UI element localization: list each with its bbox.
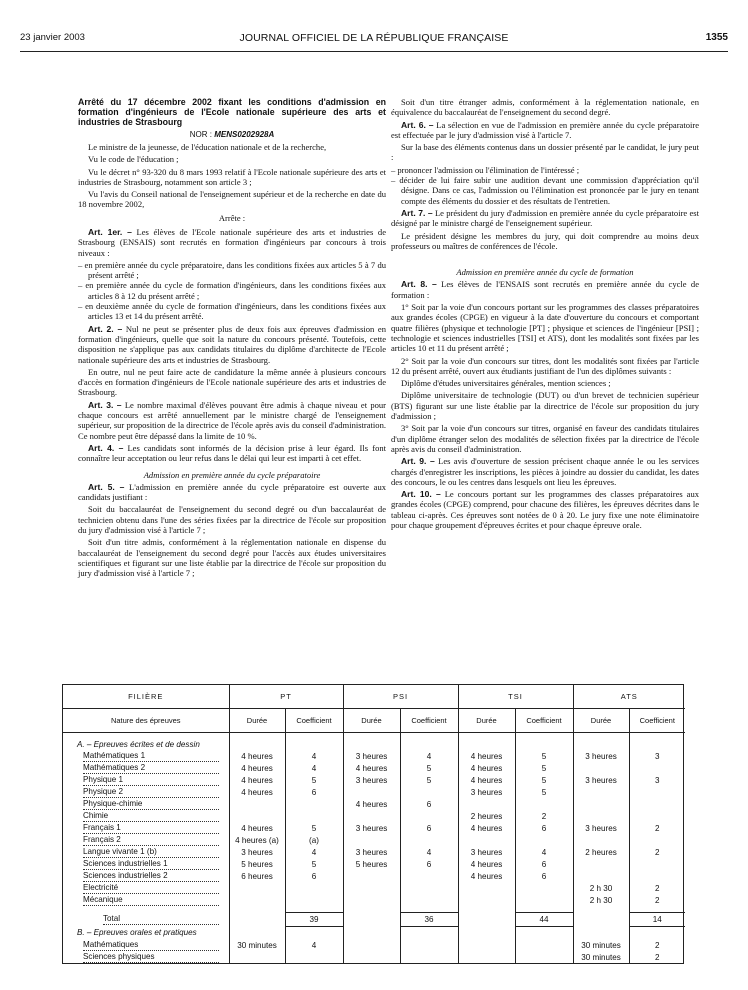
duree-cell: 4 heures: [229, 786, 285, 798]
article-label: Art. 5. –: [88, 481, 125, 492]
header-psi: PSI: [343, 685, 458, 708]
list-item: – en deuxième année du cycle de formation d'ingénieurs, dans les conditions fixées aux articles 13 et 14 du présent arrêté.: [78, 301, 386, 322]
total-spacer: [458, 912, 515, 926]
article-label: Art. 10. –: [401, 489, 441, 500]
row-label: [63, 822, 229, 834]
coef-cell: 4: [515, 846, 573, 858]
coef-cell: [515, 882, 573, 894]
duree-cell: [229, 810, 285, 822]
duree-cell: 4 heures: [343, 798, 400, 810]
table-row: [63, 786, 685, 798]
article-8: [391, 279, 699, 300]
row-label-text: Sciences physiques: [83, 951, 219, 963]
page-header: [20, 32, 728, 48]
duree-cell: 4 heures: [458, 750, 515, 762]
duree-cell: 4 heures: [343, 762, 400, 774]
duree-cell: [458, 939, 515, 951]
article-label: Art. 6. –: [401, 119, 434, 130]
paragraph: Soit du baccalauréat de l'enseignement du second degré ou d'un baccalauréat de technicien obtenu dans l'une des séries fixées par la directrice de l'école sur proposition du jury d'admission visé à l'article 7 ;: [78, 504, 386, 535]
article-text: Le nombre maximal d'élèves pouvant être admis à chaque niveau et pour chaque concours est arrêté annuellement par le ministre chargé de l'enseignement supérieur, sur proposition de la directrice de l'école après avis du conseil d'administration. Ce nombre peut être dépassé dans la limite de 10 %.: [78, 399, 386, 441]
paragraph: Le ministre de la jeunesse, de l'éducation nationale et de la recherche,: [88, 141, 327, 152]
duree-cell: 30 minutes: [573, 939, 629, 951]
table-row: [63, 870, 685, 882]
article-label: Art. 9. –: [401, 456, 435, 467]
coef-cell: 6: [285, 786, 343, 798]
duree-cell: [229, 882, 285, 894]
duree-cell: 2 h 30: [573, 882, 629, 894]
coef-cell: 4: [285, 939, 343, 951]
coef-cell: [400, 810, 458, 822]
header-duree: Durée: [573, 708, 629, 732]
row-label-text: Français 2: [83, 834, 219, 846]
coef-cell: [400, 894, 458, 906]
duree-cell: [343, 939, 400, 951]
coef-cell: 5: [515, 774, 573, 786]
header-coef: Coefficient: [629, 708, 685, 732]
duree-cell: [343, 786, 400, 798]
duree-cell: 3 heures: [573, 750, 629, 762]
coef-cell: 3: [629, 774, 685, 786]
coef-cell: 5: [285, 822, 343, 834]
row-label: [63, 762, 229, 774]
duree-cell: 4 heures: [229, 750, 285, 762]
row-label-text: Physique 1: [83, 774, 219, 786]
row-label-text: Sciences industrielles 1: [83, 858, 219, 870]
right-column: [391, 97, 699, 532]
duree-cell: 30 minutes: [229, 939, 285, 951]
duree-cell: [229, 798, 285, 810]
coef-cell: [285, 882, 343, 894]
article-label: Art. 2. –: [88, 323, 123, 334]
table-row: [63, 834, 685, 846]
table-header-row: [63, 685, 685, 708]
article-2: [78, 324, 386, 365]
arrete-heading: Arrête :: [218, 212, 246, 223]
duree-cell: 2 h 30: [573, 894, 629, 906]
duree-cell: [458, 798, 515, 810]
table-row: [63, 858, 685, 870]
row-label: [63, 810, 229, 822]
duree-cell: 4 heures: [458, 774, 515, 786]
table-row: [63, 798, 685, 810]
duree-cell: 2 heures: [458, 810, 515, 822]
article-text: Nul ne peut se présenter plus de deux fois aux épreuves d'admission en formation d'ingénieurs, quelle que soit la nature du concours présenté. Toutefois, cette disposition ne s'applique pas aux candidats titulaires du diplôme d'architecte de l'Ecole nationale supérieure des arts et industries de Strasbourg.: [78, 323, 386, 365]
header-coef: Coefficient: [285, 708, 343, 732]
section-heading: Admission en première année du cycle de formation: [456, 267, 634, 278]
coef-cell: 3: [629, 750, 685, 762]
row-label: [63, 939, 229, 951]
duree-cell: [573, 786, 629, 798]
header-duree: Durée: [343, 708, 400, 732]
group-b-row: [63, 926, 685, 939]
duree-cell: 4 heures (a): [229, 834, 285, 846]
coef-cell: 2: [515, 810, 573, 822]
coef-cell: 2: [629, 939, 685, 951]
duree-cell: 4 heures: [458, 762, 515, 774]
row-label-text: Electricité: [83, 882, 219, 894]
article-1: [78, 227, 386, 258]
coef-cell: [515, 951, 573, 963]
table-row: [63, 762, 685, 774]
row-label: [63, 858, 229, 870]
row-label-text: Chimie: [83, 810, 219, 822]
duree-cell: [573, 762, 629, 774]
coef-cell: [400, 786, 458, 798]
duree-cell: 3 heures: [343, 822, 400, 834]
header-duree: Durée: [458, 708, 515, 732]
article-text: Le concours portant sur les programmes des classes préparatoires aux grandes écoles (CPGE) comprend, pour chacune des filières, les épreuves décrites dans le tableau ci-après. Ces épreuves sont notées de 0 à 20. Le jury fixe une note éliminatoire pour chaque groupement d'épreuves écrites et pour chaque épreuve orale.: [391, 489, 700, 530]
article-7: [391, 208, 699, 229]
article-text: Les élèves de l'ENSAIS sont recrutés en première année du cycle de formation :: [391, 279, 699, 300]
duree-cell: [229, 894, 285, 906]
coef-cell: 5: [515, 786, 573, 798]
row-label: [63, 846, 229, 858]
paragraph: Vu le code de l'éducation ;: [88, 154, 179, 165]
row-label: [63, 882, 229, 894]
total-label-cell: [63, 912, 229, 926]
duree-cell: 4 heures: [458, 822, 515, 834]
row-label-text: Mathématiques 1: [83, 750, 219, 762]
duree-cell: [343, 951, 400, 963]
duree-cell: 4 heures: [229, 822, 285, 834]
duree-cell: [458, 951, 515, 963]
table-row: [63, 951, 685, 963]
article-6-list: [391, 165, 699, 206]
coef-cell: [400, 951, 458, 963]
header-coef: Coefficient: [515, 708, 573, 732]
coef-cell: [629, 870, 685, 882]
list-item: – en première année du cycle de formation d'ingénieurs, dans les conditions fixées aux articles 8 à 12 du présent arrêté ;: [78, 280, 386, 301]
row-label: [63, 774, 229, 786]
paragraph: Le président désigne les membres du jury, qui doit comprendre au moins deux professeurs ou maîtres de conférences de l'école.: [391, 230, 699, 251]
row-label-text: Physique-chimie: [83, 798, 219, 810]
article-5: [78, 482, 386, 503]
duree-cell: [458, 834, 515, 846]
table-row: [63, 939, 685, 951]
coef-cell: [285, 810, 343, 822]
duree-cell: 4 heures: [458, 858, 515, 870]
duree-cell: [573, 798, 629, 810]
article-text: L'admission en première année du cycle préparatoire est ouverte aux candidats justifiant :: [78, 481, 387, 503]
article-3: [78, 400, 386, 441]
duree-cell: 3 heures: [343, 846, 400, 858]
coef-cell: [400, 882, 458, 894]
article-text: Le président du jury d'admission en première année du cycle préparatoire est désigné par le ministre chargé de l'enseignement supérieur.: [391, 207, 699, 229]
duree-cell: 4 heures: [229, 762, 285, 774]
coef-cell: 2: [629, 951, 685, 963]
coef-cell: 6: [400, 858, 458, 870]
row-label: [63, 798, 229, 810]
duree-cell: 5 heures: [343, 858, 400, 870]
duree-cell: [343, 882, 400, 894]
coef-cell: 2: [629, 882, 685, 894]
article-4: [78, 443, 386, 464]
coef-cell: [285, 951, 343, 963]
paragraph: Vu l'avis du Conseil national de l'enseignement supérieur et de la recherche en date du 18 novembre 2002,: [78, 189, 386, 210]
coef-cell: 2: [629, 894, 685, 906]
coef-cell: [629, 762, 685, 774]
total-value: 44: [515, 912, 573, 926]
duree-cell: [573, 858, 629, 870]
table-row: [63, 894, 685, 906]
coef-cell: [515, 798, 573, 810]
duree-cell: 3 heures: [573, 774, 629, 786]
row-label-text: Sciences industrielles 2: [83, 870, 219, 882]
duree-cell: [573, 870, 629, 882]
coef-cell: [515, 939, 573, 951]
duree-cell: 6 heures: [229, 870, 285, 882]
row-label: [63, 894, 229, 906]
exam-table: [62, 684, 684, 964]
coef-cell: 5: [400, 762, 458, 774]
duree-cell: 2 heures: [573, 846, 629, 858]
coef-cell: 4: [400, 750, 458, 762]
header-journal-title: JOURNAL OFFICIEL DE LA RÉPUBLIQUE FRANÇAISE: [239, 32, 509, 44]
coef-cell: 2: [629, 846, 685, 858]
duree-cell: 4 heures: [458, 870, 515, 882]
duree-cell: 3 heures: [229, 846, 285, 858]
duree-cell: [458, 882, 515, 894]
decree-title: Arrêté du 17 décembre 2002 fixant les conditions d'admission en formation d'ingénieurs de l'Ecole nationale supérieure des arts et industries de Strasbourg: [78, 97, 386, 128]
nor-code: MENS0202928A: [214, 129, 275, 139]
total-row: [63, 912, 685, 926]
duree-cell: 3 heures: [458, 846, 515, 858]
table-subheader-row: [63, 708, 685, 732]
duree-cell: [573, 810, 629, 822]
coef-cell: [629, 858, 685, 870]
paragraph: En outre, nul ne peut faire acte de candidature la même année à plusieurs concours d'accès en formation d'ingénieurs de l'Ecole nationale supérieure des arts et industries de Strasbourg.: [78, 366, 386, 398]
article-1-list: [78, 260, 386, 322]
header-rule: [20, 51, 728, 52]
group-b-label: B. – Epreuves orales et pratiques: [77, 928, 197, 937]
article-9: [391, 456, 699, 487]
article-label: Art. 1er. –: [88, 226, 132, 237]
total-spacer: [343, 912, 400, 926]
paragraph: 1° Soit par la voie d'un concours portant sur les programmes des classes préparatoires aux grandes écoles (CPGE) en vigueur à la date d'ouverture du concours et comportant quatre filières (physique et technologie [PT] ; physique et sciences de l'ingénieur [PSI] ; technologie et sciences industrielles [TSI] et ATS), dont les modalités sont fixées par les articles 10 et 11 du présent arrêté ;: [391, 302, 699, 354]
table-row: [63, 822, 685, 834]
coef-cell: 4: [285, 762, 343, 774]
table-row: [63, 750, 685, 762]
coef-cell: [285, 798, 343, 810]
row-label-text: Mécanique: [83, 894, 219, 906]
row-label: [63, 870, 229, 882]
duree-cell: [343, 870, 400, 882]
paragraph: 3° Soit par la voie d'un concours sur titres, organisé en faveur des candidats titulaires d'un diplôme étranger selon des modalités de sélection fixées par la directrice de l'école après avis du conseil d'administration.: [391, 423, 699, 454]
header-filiere: FILIÈRE: [63, 685, 229, 708]
header-duree: Durée: [229, 708, 285, 732]
row-label: [63, 834, 229, 846]
coef-cell: (a): [285, 834, 343, 846]
group-a-label: A. – Epreuves écrites et de dessin: [77, 739, 200, 749]
paragraph: 2° Soit par la voie d'un concours sur titres, dont les modalités sont fixées par l'article 12 du présent arrêté, ouvert aux étudiants justifiant de l'un des diplômes suivants :: [391, 355, 699, 376]
total-value: 14: [629, 912, 685, 926]
table-row: [63, 846, 685, 858]
row-label-text: Français 1: [83, 822, 219, 834]
coef-cell: 4: [285, 846, 343, 858]
row-label: [63, 786, 229, 798]
total-label: Total: [103, 913, 219, 925]
table-row: [63, 810, 685, 822]
list-item: – prononcer l'admission ou l'élimination de l'intéressé ;: [391, 164, 580, 175]
table-row: [63, 774, 685, 786]
coef-cell: 5: [285, 774, 343, 786]
duree-cell: [458, 894, 515, 906]
coef-cell: [629, 834, 685, 846]
paragraph: Diplôme d'études universitaires générales, mention sciences ;: [401, 378, 611, 389]
coef-cell: 4: [400, 846, 458, 858]
article-label: Art. 7. –: [401, 207, 433, 218]
article-text: La sélection en vue de l'admission en première année du cycle préparatoire est effectuée par le jury d'admission visé à l'article 7.: [391, 119, 699, 140]
duree-cell: [343, 894, 400, 906]
total-value: 36: [400, 912, 458, 926]
duree-cell: 3 heures: [573, 822, 629, 834]
article-10: [391, 489, 699, 530]
duree-cell: 3 heures: [343, 774, 400, 786]
coef-cell: 5: [515, 750, 573, 762]
coef-cell: 6: [515, 870, 573, 882]
total-spacer: [573, 912, 629, 926]
article-label: Art. 4. –: [88, 442, 124, 453]
coef-cell: 6: [400, 798, 458, 810]
coef-cell: [629, 810, 685, 822]
duree-cell: 3 heures: [343, 750, 400, 762]
article-text: Les candidats sont informés de la décision prise à leur égard. Ils font connaître leur acceptation ou leur refus dans le délai qui leur est imparti à cet effet.: [78, 442, 386, 464]
section-heading: Admission en première année du cycle préparatoire: [143, 469, 321, 480]
coef-cell: 5: [400, 774, 458, 786]
duree-cell: 30 minutes: [573, 951, 629, 963]
coef-cell: 6: [400, 822, 458, 834]
coef-cell: [629, 798, 685, 810]
duree-cell: [343, 834, 400, 846]
coef-cell: 6: [515, 822, 573, 834]
coef-cell: [629, 786, 685, 798]
group-a-row: [63, 738, 685, 750]
paragraph: Diplôme universitaire de technologie (DUT) ou d'un brevet de technicien supérieur (BTS) figurant sur une liste établie par la directrice de l'école sur proposition du jury d'admission ;: [391, 390, 699, 422]
coef-cell: [515, 834, 573, 846]
header-ats: ATS: [573, 685, 685, 708]
coef-cell: [515, 894, 573, 906]
nor-label: NOR :: [189, 129, 212, 139]
coef-cell: 5: [515, 762, 573, 774]
table-row: [63, 882, 685, 894]
row-label-text: Langue vivante 1 (b): [83, 846, 219, 858]
header-pt: PT: [229, 685, 343, 708]
total-value: 39: [285, 912, 343, 926]
article-label: Art. 3. –: [88, 399, 122, 410]
row-label: [63, 951, 229, 963]
coef-cell: [400, 939, 458, 951]
coef-cell: 4: [285, 750, 343, 762]
header-nature: Nature des épreuves: [63, 708, 229, 732]
duree-cell: 3 heures: [458, 786, 515, 798]
nor-reference: [78, 130, 386, 140]
article-text: Les élèves de l'Ecole nationale supérieure des arts et industries de Strasbourg (ENSAIS) sont recrutés en formation d'ingénieurs par concours à trois niveaux :: [78, 226, 386, 258]
coef-cell: [285, 894, 343, 906]
list-item: – en première année du cycle préparatoire, dans les conditions fixées aux articles 5 à 7 du présent arrêté ;: [78, 259, 386, 281]
coef-cell: 6: [285, 870, 343, 882]
paragraph: Sur la base des éléments contenus dans un dossier présenté par le candidat, le jury peut :: [391, 142, 699, 163]
coef-cell: 2: [629, 822, 685, 834]
coef-cell: 5: [285, 858, 343, 870]
header-page-number: 1355: [705, 32, 728, 43]
header-tsi: TSI: [458, 685, 573, 708]
row-label-text: Mathématiques 2: [83, 762, 219, 774]
paragraph: Vu le décret n° 93-320 du 8 mars 1993 relatif à l'Ecole nationale supérieure des arts et industries de Strasbourg, notamment son article 3 ;: [78, 166, 386, 187]
coef-cell: [400, 870, 458, 882]
article-6: [391, 120, 699, 141]
list-item: – décider de lui faire subir une audition devant une commission d'appréciation qu'il désigne. Dans ce cas, l'admission ou l'élimination est prononcée par le jury en tenant compte des éléments du dossier et des résultats de l'entretien.: [391, 175, 699, 206]
duree-cell: [573, 834, 629, 846]
row-label-text: Mathématiques: [83, 939, 219, 951]
total-spacer: [229, 912, 285, 926]
paragraph: Soit d'un titre admis, conformément à la réglementation nationale en dispense du baccalauréat de l'enseignement du second degré pour l'accès aux études universitaires scientifiques et figurant sur une liste établie par la directrice de l'école sur proposition du jury d'admission visé à l'article 7 ;: [78, 537, 386, 579]
coef-cell: 6: [515, 858, 573, 870]
article-text: Les avis d'ouverture de session précisent chaque année le ou les services chargés d'enregistrer les inscriptions, les pièces à joindre au dossier du candidat, les dates des concours, le ou les centres dans lesquels ont lieu les épreuves.: [391, 456, 699, 487]
duree-cell: [343, 810, 400, 822]
duree-cell: 4 heures: [229, 774, 285, 786]
duree-cell: 5 heures: [229, 858, 285, 870]
article-label: Art. 8. –: [401, 279, 437, 290]
row-label-text: Physique 2: [83, 786, 219, 798]
coef-cell: [400, 834, 458, 846]
left-column: [78, 97, 386, 580]
paragraph: Soit d'un titre étranger admis, conformément à la réglementation nationale, en équivalence du baccalauréat de l'enseignement du second degré.: [391, 97, 699, 118]
header-date: 23 janvier 2003: [20, 32, 85, 43]
row-label: [63, 750, 229, 762]
duree-cell: [229, 951, 285, 963]
header-coef: Coefficient: [400, 708, 458, 732]
